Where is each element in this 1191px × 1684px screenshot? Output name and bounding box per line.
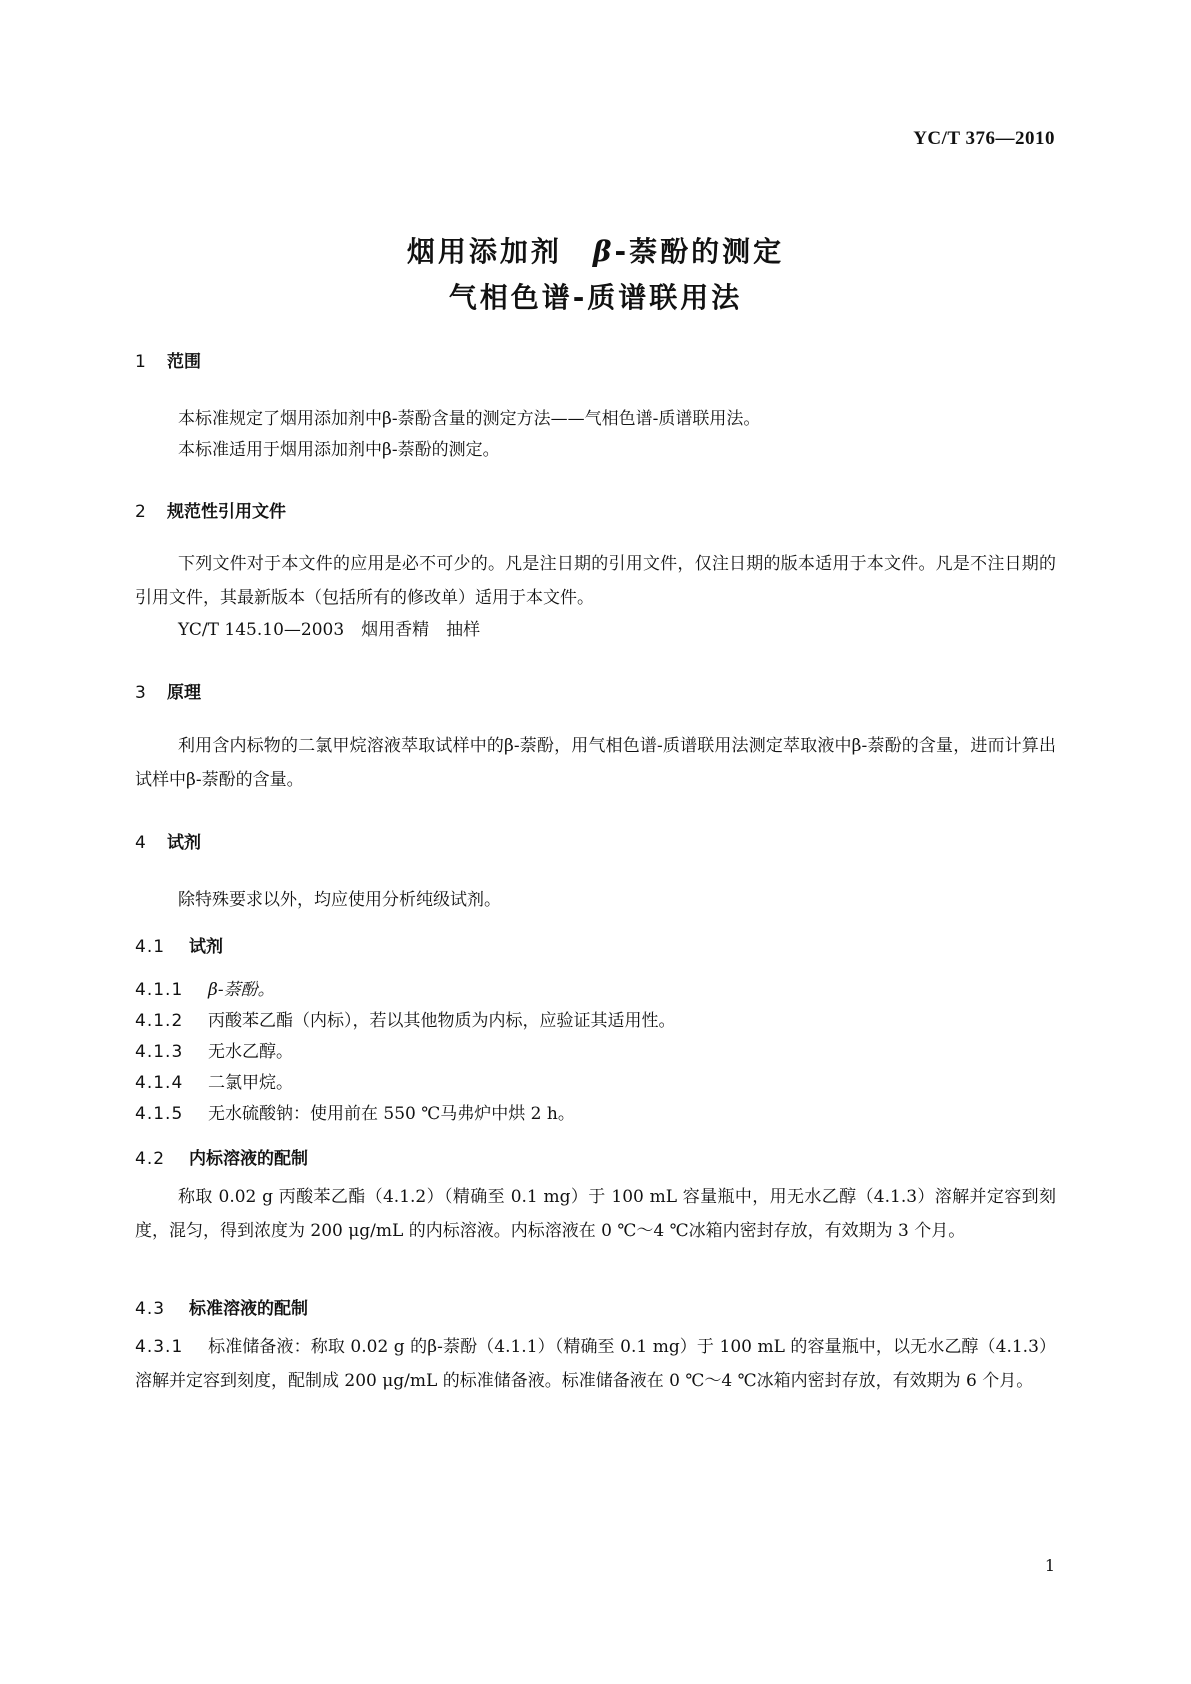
reagent-item [135, 975, 275, 1000]
subsection-number: 4.2 [135, 1149, 166, 1169]
section-title: 原理 [167, 683, 201, 703]
item-text: 无水乙醇。 [208, 1042, 293, 1062]
item-text: 二氯甲烷。 [208, 1073, 293, 1093]
item-text: 无水硫酸钠：使用前在 550 ℃马弗炉中烘 2 h。 [208, 1104, 575, 1124]
subsection-title: 试剂 [189, 937, 223, 957]
item-number: 4.3.1 [135, 1337, 184, 1357]
reagent-item [135, 1099, 575, 1124]
item-number: 4.1.5 [135, 1104, 184, 1124]
section-number: 2 [135, 502, 146, 522]
section-4-3-1-paragraph [135, 1330, 1056, 1398]
title-beta: β [592, 235, 615, 268]
item-number: 4.1.3 [135, 1042, 184, 1062]
document-title-line2: 气相色谱-质谱联用法 [448, 281, 743, 314]
section-title: 试剂 [167, 833, 201, 853]
section-1-heading [135, 347, 201, 372]
item-number: 4.1.4 [135, 1073, 184, 1093]
reagent-item [135, 1006, 676, 1031]
title-prefix: 烟用添加剂 [406, 235, 593, 268]
subsection-title: 内标溶液的配制 [189, 1149, 308, 1169]
subsection-number: 4.3 [135, 1299, 166, 1319]
section-4-paragraph-1: 除特殊要求以外，均应使用分析纯级试剂。 [178, 890, 501, 910]
section-4-3-heading [135, 1294, 308, 1319]
section-4-1-heading [135, 932, 223, 957]
item-text: β-萘酚。 [208, 980, 275, 1000]
subsection-title: 标准溶液的配制 [189, 1299, 308, 1319]
title-suffix: -萘酚的测定 [614, 235, 785, 268]
page-number: 1 [1044, 1556, 1055, 1575]
section-4-heading [135, 828, 201, 853]
reagent-item [135, 1037, 293, 1062]
section-2-heading [135, 497, 286, 522]
section-3-heading [135, 678, 201, 703]
section-1-paragraph-1: 本标准规定了烟用添加剂中β-萘酚含量的测定方法——气相色谱-质谱联用法。 [178, 409, 761, 429]
document-title-line1 [0, 230, 1191, 270]
item-text: 标准储备液：称取 0.02 g 的β-萘酚（4.1.1）（精确至 0.1 mg）于 100 mL 的容量瓶中，以无水乙醇（4.1.3）溶解并定容到刻度，配制成 200 μg/mL 的标准储备液。标准储备液在 0 ℃～4 ℃冰箱内密封存放，有效期为 6 个月。 [135, 1337, 1056, 1391]
normative-reference-1: YC/T 145.10—2003 烟用香精 抽样 [178, 620, 481, 640]
item-number: 4.1.1 [135, 980, 184, 1000]
section-title: 范围 [167, 352, 201, 372]
section-number: 1 [135, 352, 146, 372]
section-3-paragraph-1: 利用含内标物的二氯甲烷溶液萃取试样中的β-萘酚，用气相色谱-质谱联用法测定萃取液中β-萘酚的含量，进而计算出试样中β-萘酚的含量。 [135, 736, 1056, 790]
standard-code: YC/T 376—2010 [913, 128, 1055, 149]
section-number: 4 [135, 833, 146, 853]
section-title: 规范性引用文件 [167, 502, 286, 522]
section-4-2-paragraph: 称取 0.02 g 丙酸苯乙酯（4.1.2）（精确至 0.1 mg）于 100 mL 容量瓶中，用无水乙醇（4.1.3）溶解并定容到刻度，混匀，得到浓度为 200 μg/mL 的内标溶液。内标溶液在 0 ℃～4 ℃冰箱内密封存放，有效期为 3 个月。 [135, 1187, 1056, 1241]
reagent-item [135, 1068, 293, 1093]
section-1-paragraph-2: 本标准适用于烟用添加剂中β-萘酚的测定。 [178, 440, 500, 460]
item-number: 4.1.2 [135, 1011, 184, 1031]
section-2-paragraph-1: 下列文件对于本文件的应用是必不可少的。凡是注日期的引用文件，仅注日期的版本适用于本文件。凡是不注日期的引用文件，其最新版本（包括所有的修改单）适用于本文件。 [135, 554, 1056, 608]
subsection-number: 4.1 [135, 937, 166, 957]
section-4-2-heading [135, 1144, 308, 1169]
section-number: 3 [135, 683, 146, 703]
item-text: 丙酸苯乙酯（内标），若以其他物质为内标，应验证其适用性。 [208, 1011, 676, 1031]
